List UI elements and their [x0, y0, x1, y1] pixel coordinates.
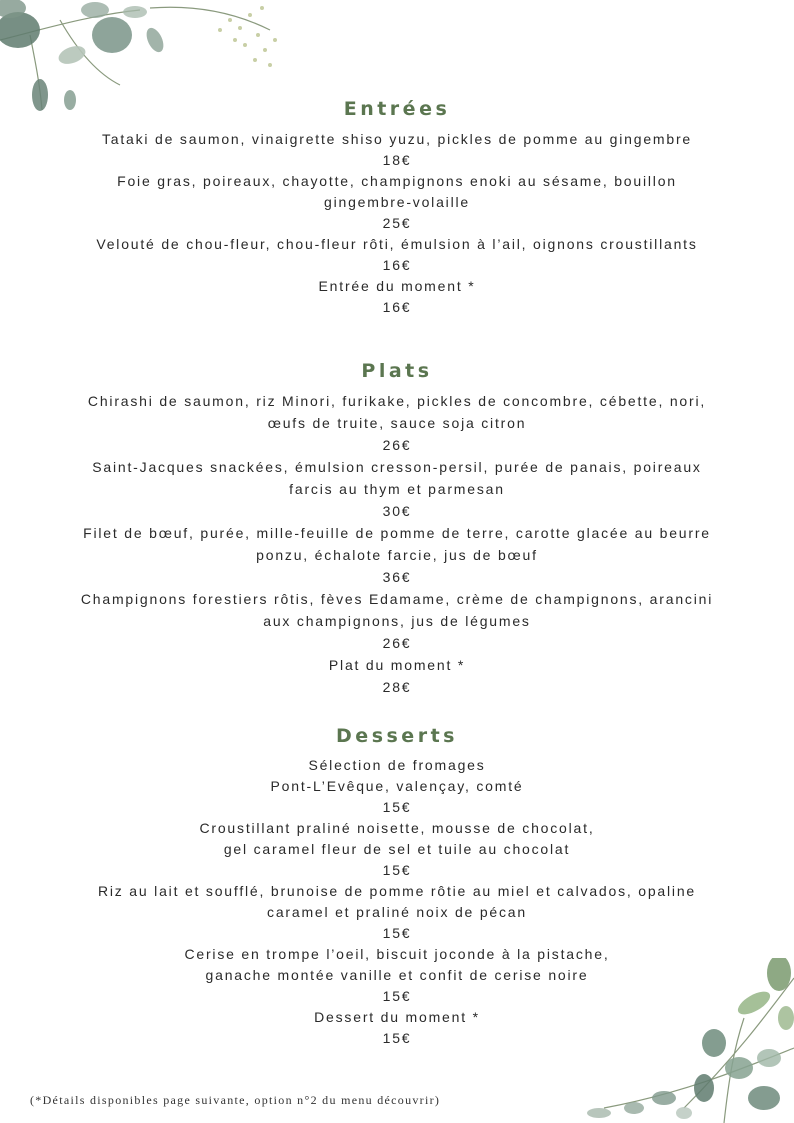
price-line: 15€: [382, 925, 412, 941]
dish-line: Saint-Jacques snackées, émulsion cresson-persil, purée de panais, poireaux: [92, 459, 702, 475]
dish-line: œufs de truite, sauce soja citron: [267, 415, 527, 431]
dish-line: Velouté de chou-fleur, chou-fleur rôti, émulsion à l’ail, oignons croustillants: [96, 236, 698, 252]
section-title-entrees: Entrées: [343, 98, 451, 120]
price-line: 25€: [382, 215, 412, 231]
price-line: 26€: [382, 635, 412, 651]
dish-line: Croustillant praliné noisette, mousse de chocolat,: [199, 820, 595, 836]
price-line: 36€: [382, 569, 412, 585]
dish-line: gel caramel fleur de sel et tuile au chocolat: [223, 841, 571, 857]
dish-line: Tataki de saumon, vinaigrette shiso yuzu, pickles de pomme au gingembre: [101, 131, 693, 147]
dish-line: farcis au thym et parmesan: [289, 481, 505, 497]
price-line: 30€: [382, 503, 412, 519]
footer-note: (*Détails disponibles page suivante, option n°2 du menu découvrir): [30, 1093, 441, 1107]
dish-line: gingembre-volaille: [323, 194, 470, 210]
dish-line: Champignons forestiers rôtis, fèves Edamame, crème de champignons, arancini: [80, 591, 714, 607]
dish-line: Pont-L’Evêque, valençay, comté: [270, 778, 524, 794]
price-line: 16€: [382, 299, 412, 315]
dish-line: Cerise en trompe l’oeil, biscuit joconde à la pistache,: [184, 946, 610, 962]
price-line: 15€: [382, 1030, 412, 1046]
dish-line: Filet de bœuf, purée, mille-feuille de pomme de terre, carotte glacée au beurre: [83, 525, 711, 541]
dish-line: Riz au lait et soufflé, brunoise de pomme rôtie au miel et calvados, opaline: [97, 883, 697, 899]
dish-line: Chirashi de saumon, riz Minori, furikake, pickles de concombre, cébette, nori,: [87, 393, 707, 409]
dish-line: ponzu, échalote farcie, jus de bœuf: [256, 547, 538, 563]
price-line: 15€: [382, 988, 412, 1004]
price-line: 15€: [382, 799, 412, 815]
dish-line: Sélection de fromages: [308, 757, 486, 773]
price-line: 15€: [382, 862, 412, 878]
section-title-desserts: Desserts: [336, 725, 458, 747]
price-line: 26€: [382, 437, 412, 453]
dish-line: Foie gras, poireaux, chayotte, champignons enoki au sésame, bouillon: [117, 173, 677, 189]
dish-line: caramel et praliné noix de pécan: [267, 904, 527, 920]
dish-line: aux champignons, jus de légumes: [263, 613, 531, 629]
price-line: 28€: [382, 679, 412, 695]
section-title-plats: Plats: [361, 360, 433, 382]
price-line: 16€: [382, 257, 412, 273]
dish-line: Plat du moment *: [328, 657, 466, 673]
dish-line: ganache montée vanille et confit de cerise noire: [205, 967, 589, 983]
dish-line: Dessert du moment *: [314, 1009, 480, 1025]
price-line: 18€: [382, 152, 412, 168]
dish-line: Entrée du moment *: [318, 278, 476, 294]
